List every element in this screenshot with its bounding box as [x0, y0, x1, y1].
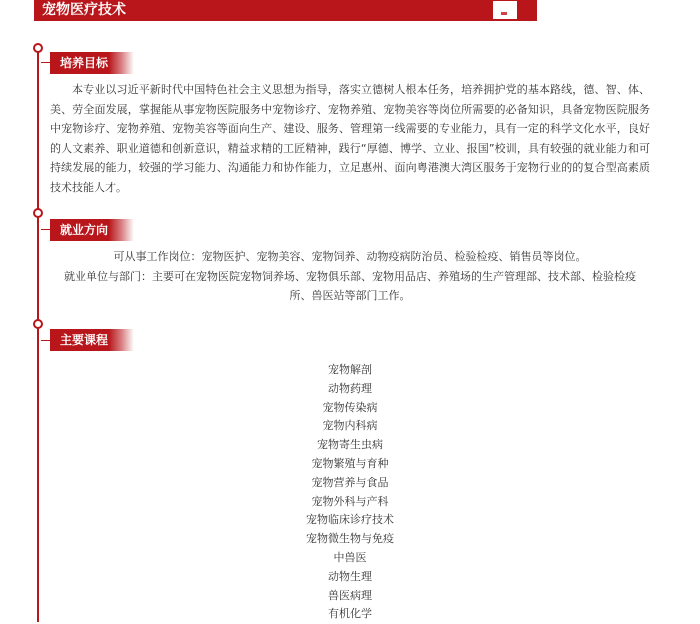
section-heading-goal [50, 52, 134, 74]
title-decoration [493, 1, 517, 19]
page-title: 宠物医疗技术 [42, 2, 126, 18]
goal-paragraph: 本专业以习近平新时代中国特色社会主义思想为指导，落实立德树人根本任务，培养拥护党的基本路线，德、智、体、美、劳全面发展，掌握能从事宠物医院服务中宠物诊疗、宠物养殖、宠物美容等岗位所需要的必备知识，具备宠物医院服务中宠物诊疗、宠物养殖、宠物美容等面向生产、建设、服务、管理第一线需要的专业能力，具有一定的科学文化水平，良好的人文素养、职业道德和创新意识，精益求精的工匠精神，践行“厚德、博学、立业、报国”校训，具有较强的就业能力和可持续发展的能力，较强的学习能力、沟通能力和协作能力，立足惠州、面向粤港澳大湾区服务于宠物行业的的复合型高素质技术技能人才。 [50, 83, 650, 194]
career-line-positions: 可从事工作岗位：宠物医护、宠物美容、宠物饲养、动物疫病防治员、检验检疫、销售员等岗位。 [113, 250, 587, 263]
timeline-dot-goal [33, 43, 43, 53]
course-list [50, 361, 650, 624]
course-item: 宠物内科病 [322, 419, 378, 433]
course-item: 动物生理 [328, 569, 372, 583]
section-heading-courses-label: 主要课程 [60, 333, 109, 347]
timeline-line [37, 47, 39, 622]
course-item: 宠物解剖 [328, 363, 372, 376]
course-item: 宠物临床诊疗技术 [306, 513, 394, 527]
course-item: 宠物寄生虫病 [317, 438, 383, 452]
course-item: 宠物营养与食品 [311, 475, 389, 489]
career-line-employers: 就业单位与部门：主要可在宠物医院宠物饲养场、宠物俱乐部、宠物用品店、养殖场的生产管理部、技术部、检验检疫所、兽医站等部门工作。 [64, 270, 636, 302]
course-item: 宠物繁殖与育种 [311, 456, 389, 470]
section-heading-goal-label: 培养目标 [60, 56, 109, 70]
page-title-bar [34, 0, 537, 21]
timeline-dot-courses [33, 319, 43, 329]
course-item: 中兽医 [333, 550, 367, 564]
course-item: 动物药理 [328, 381, 372, 395]
course-item: 宠物微生物与免疫 [306, 532, 394, 546]
timeline-dot-career [33, 208, 43, 218]
course-item: 宠物外科与产科 [311, 494, 389, 508]
course-item: 宠物传染病 [322, 400, 378, 414]
section-heading-career [50, 219, 134, 241]
course-item: 有机化学 [328, 607, 372, 621]
course-item: 兽医病理 [328, 588, 372, 602]
section-heading-career-label: 就业方向 [60, 223, 109, 237]
section-heading-courses [50, 329, 134, 351]
